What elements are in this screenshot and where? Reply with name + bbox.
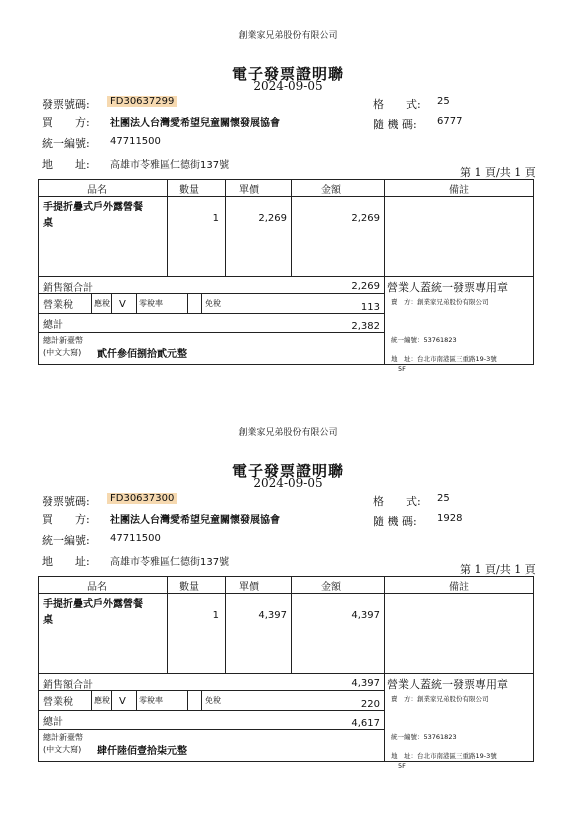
stamp-floor: 5F bbox=[398, 762, 406, 770]
item-name: 手提折疊式戶外露營餐 bbox=[43, 202, 143, 213]
total-label: 總計 bbox=[43, 717, 63, 728]
random-code-label: 隨 機 碼: bbox=[373, 118, 417, 131]
format-value: 25 bbox=[437, 493, 450, 504]
invoice-certificate-1 bbox=[0, 0, 576, 400]
company-name: 創業家兄弟股份有限公司 bbox=[238, 31, 338, 41]
tax-id-label: 統一編號: bbox=[42, 534, 90, 547]
total-amount: 4,617 bbox=[351, 718, 380, 729]
tax-type-check: V bbox=[119, 299, 126, 310]
sales-total-label: 銷售額合計 bbox=[43, 680, 93, 691]
invoice-no: FD30637299 bbox=[107, 96, 177, 107]
format-label: 格 式: bbox=[373, 495, 421, 508]
item-name: 手提折疊式戶外露營餐 bbox=[43, 599, 143, 610]
buyer-address: 高雄市苓雅區仁德街137號 bbox=[110, 160, 230, 171]
invoice-table bbox=[38, 179, 534, 373]
tax-label: 營業稅 bbox=[43, 300, 73, 311]
stamp-address: 地 址：台北市南港區三重路19-3號 bbox=[391, 752, 497, 760]
address-label: 地 址: bbox=[42, 158, 90, 171]
buyer-address: 高雄市苓雅區仁德街137號 bbox=[110, 557, 230, 568]
words-label-sub: (中文大寫) bbox=[43, 745, 82, 754]
buyer-name: 社團法人台灣愛希望兒童關懷發展協會 bbox=[110, 118, 280, 129]
header-price: 單價 bbox=[239, 582, 259, 593]
invoice-date: 2024-09-05 bbox=[253, 476, 323, 490]
stamp-floor: 5F bbox=[398, 365, 406, 373]
tax-id: 47711500 bbox=[110, 533, 161, 544]
total-in-words: 肆仟陸佰壹拾柒元整 bbox=[97, 746, 187, 757]
header-note: 備註 bbox=[449, 582, 469, 593]
header-amount: 金額 bbox=[321, 582, 341, 593]
address-label: 地 址: bbox=[42, 555, 90, 568]
random-code: 1928 bbox=[437, 513, 463, 524]
item-amount: 4,397 bbox=[351, 610, 380, 621]
words-label: 總計新臺幣 bbox=[43, 336, 83, 345]
header-price: 單價 bbox=[239, 185, 259, 196]
document-title: 電子發票證明聯 bbox=[231, 462, 344, 480]
buyer-label: 買 方: bbox=[42, 513, 90, 526]
buyer-label: 買 方: bbox=[42, 116, 90, 129]
stamp-title: 營業人蓋統一發票專用章 bbox=[387, 678, 508, 691]
item-price: 2,269 bbox=[258, 213, 287, 224]
tax-label: 營業稅 bbox=[43, 697, 73, 708]
invoice-no-label: 發票號碼: bbox=[42, 495, 90, 508]
page-indicator: 第 1 頁/共 1 頁 bbox=[460, 166, 536, 179]
document-title: 電子發票證明聯 bbox=[231, 65, 344, 83]
tax-type-taxable: 應稅 bbox=[94, 696, 110, 705]
item-name-cont: 桌 bbox=[43, 615, 53, 626]
random-code-label: 隨 機 碼: bbox=[373, 515, 417, 528]
tax-type-free: 免稅 bbox=[205, 299, 221, 308]
tax-type-zero: 零稅率 bbox=[139, 696, 163, 705]
invoice-no-label: 發票號碼: bbox=[42, 98, 90, 111]
header-item: 品名 bbox=[87, 185, 107, 196]
header-item: 品名 bbox=[87, 582, 107, 593]
page-indicator: 第 1 頁/共 1 頁 bbox=[460, 563, 536, 576]
header-qty: 數量 bbox=[179, 582, 199, 593]
tax-type-check: V bbox=[119, 696, 126, 707]
total-in-words: 貳仟參佰捌拾貳元整 bbox=[97, 349, 187, 360]
invoice-date: 2024-09-05 bbox=[253, 79, 323, 93]
item-qty: 1 bbox=[212, 213, 219, 224]
random-code: 6777 bbox=[437, 116, 463, 127]
company-name: 創業家兄弟股份有限公司 bbox=[238, 428, 338, 438]
tax-amount: 113 bbox=[360, 302, 380, 313]
stamp-title: 營業人蓋統一發票專用章 bbox=[387, 281, 508, 294]
header-note: 備註 bbox=[449, 185, 469, 196]
total-amount: 2,382 bbox=[351, 321, 380, 332]
tax-amount: 220 bbox=[360, 699, 380, 710]
tax-id: 47711500 bbox=[110, 136, 161, 147]
tax-type-zero: 零稅率 bbox=[139, 299, 163, 308]
stamp-seller: 賣 方：創業家兄弟股份有限公司 bbox=[391, 298, 489, 306]
stamp-tax-id: 統一編號：53761823 bbox=[391, 733, 457, 741]
item-qty: 1 bbox=[212, 610, 219, 621]
tax-id-label: 統一編號: bbox=[42, 137, 90, 150]
words-label: 總計新臺幣 bbox=[43, 733, 83, 742]
stamp-tax-id: 統一編號：53761823 bbox=[391, 336, 457, 344]
sales-total: 4,397 bbox=[351, 678, 380, 689]
item-amount: 2,269 bbox=[351, 213, 380, 224]
stamp-address: 地 址：台北市南港區三重路19-3號 bbox=[391, 355, 497, 363]
header-qty: 數量 bbox=[179, 185, 199, 196]
tax-type-taxable: 應稅 bbox=[94, 299, 110, 308]
sales-total-label: 銷售額合計 bbox=[43, 283, 93, 294]
format-label: 格 式: bbox=[373, 98, 421, 111]
header-amount: 金額 bbox=[321, 185, 341, 196]
stamp-seller: 賣 方：創業家兄弟股份有限公司 bbox=[391, 695, 489, 703]
item-price: 4,397 bbox=[258, 610, 287, 621]
item-name-cont: 桌 bbox=[43, 218, 53, 229]
invoice-certificate-2 bbox=[0, 397, 576, 797]
words-label-sub: (中文大寫) bbox=[43, 348, 82, 357]
buyer-name: 社團法人台灣愛希望兒童關懷發展協會 bbox=[110, 515, 280, 526]
total-label: 總計 bbox=[43, 320, 63, 331]
invoice-no: FD30637300 bbox=[107, 493, 177, 504]
sales-total: 2,269 bbox=[351, 281, 380, 292]
tax-type-free: 免稅 bbox=[205, 696, 221, 705]
invoice-table bbox=[38, 576, 534, 770]
format-value: 25 bbox=[437, 96, 450, 107]
